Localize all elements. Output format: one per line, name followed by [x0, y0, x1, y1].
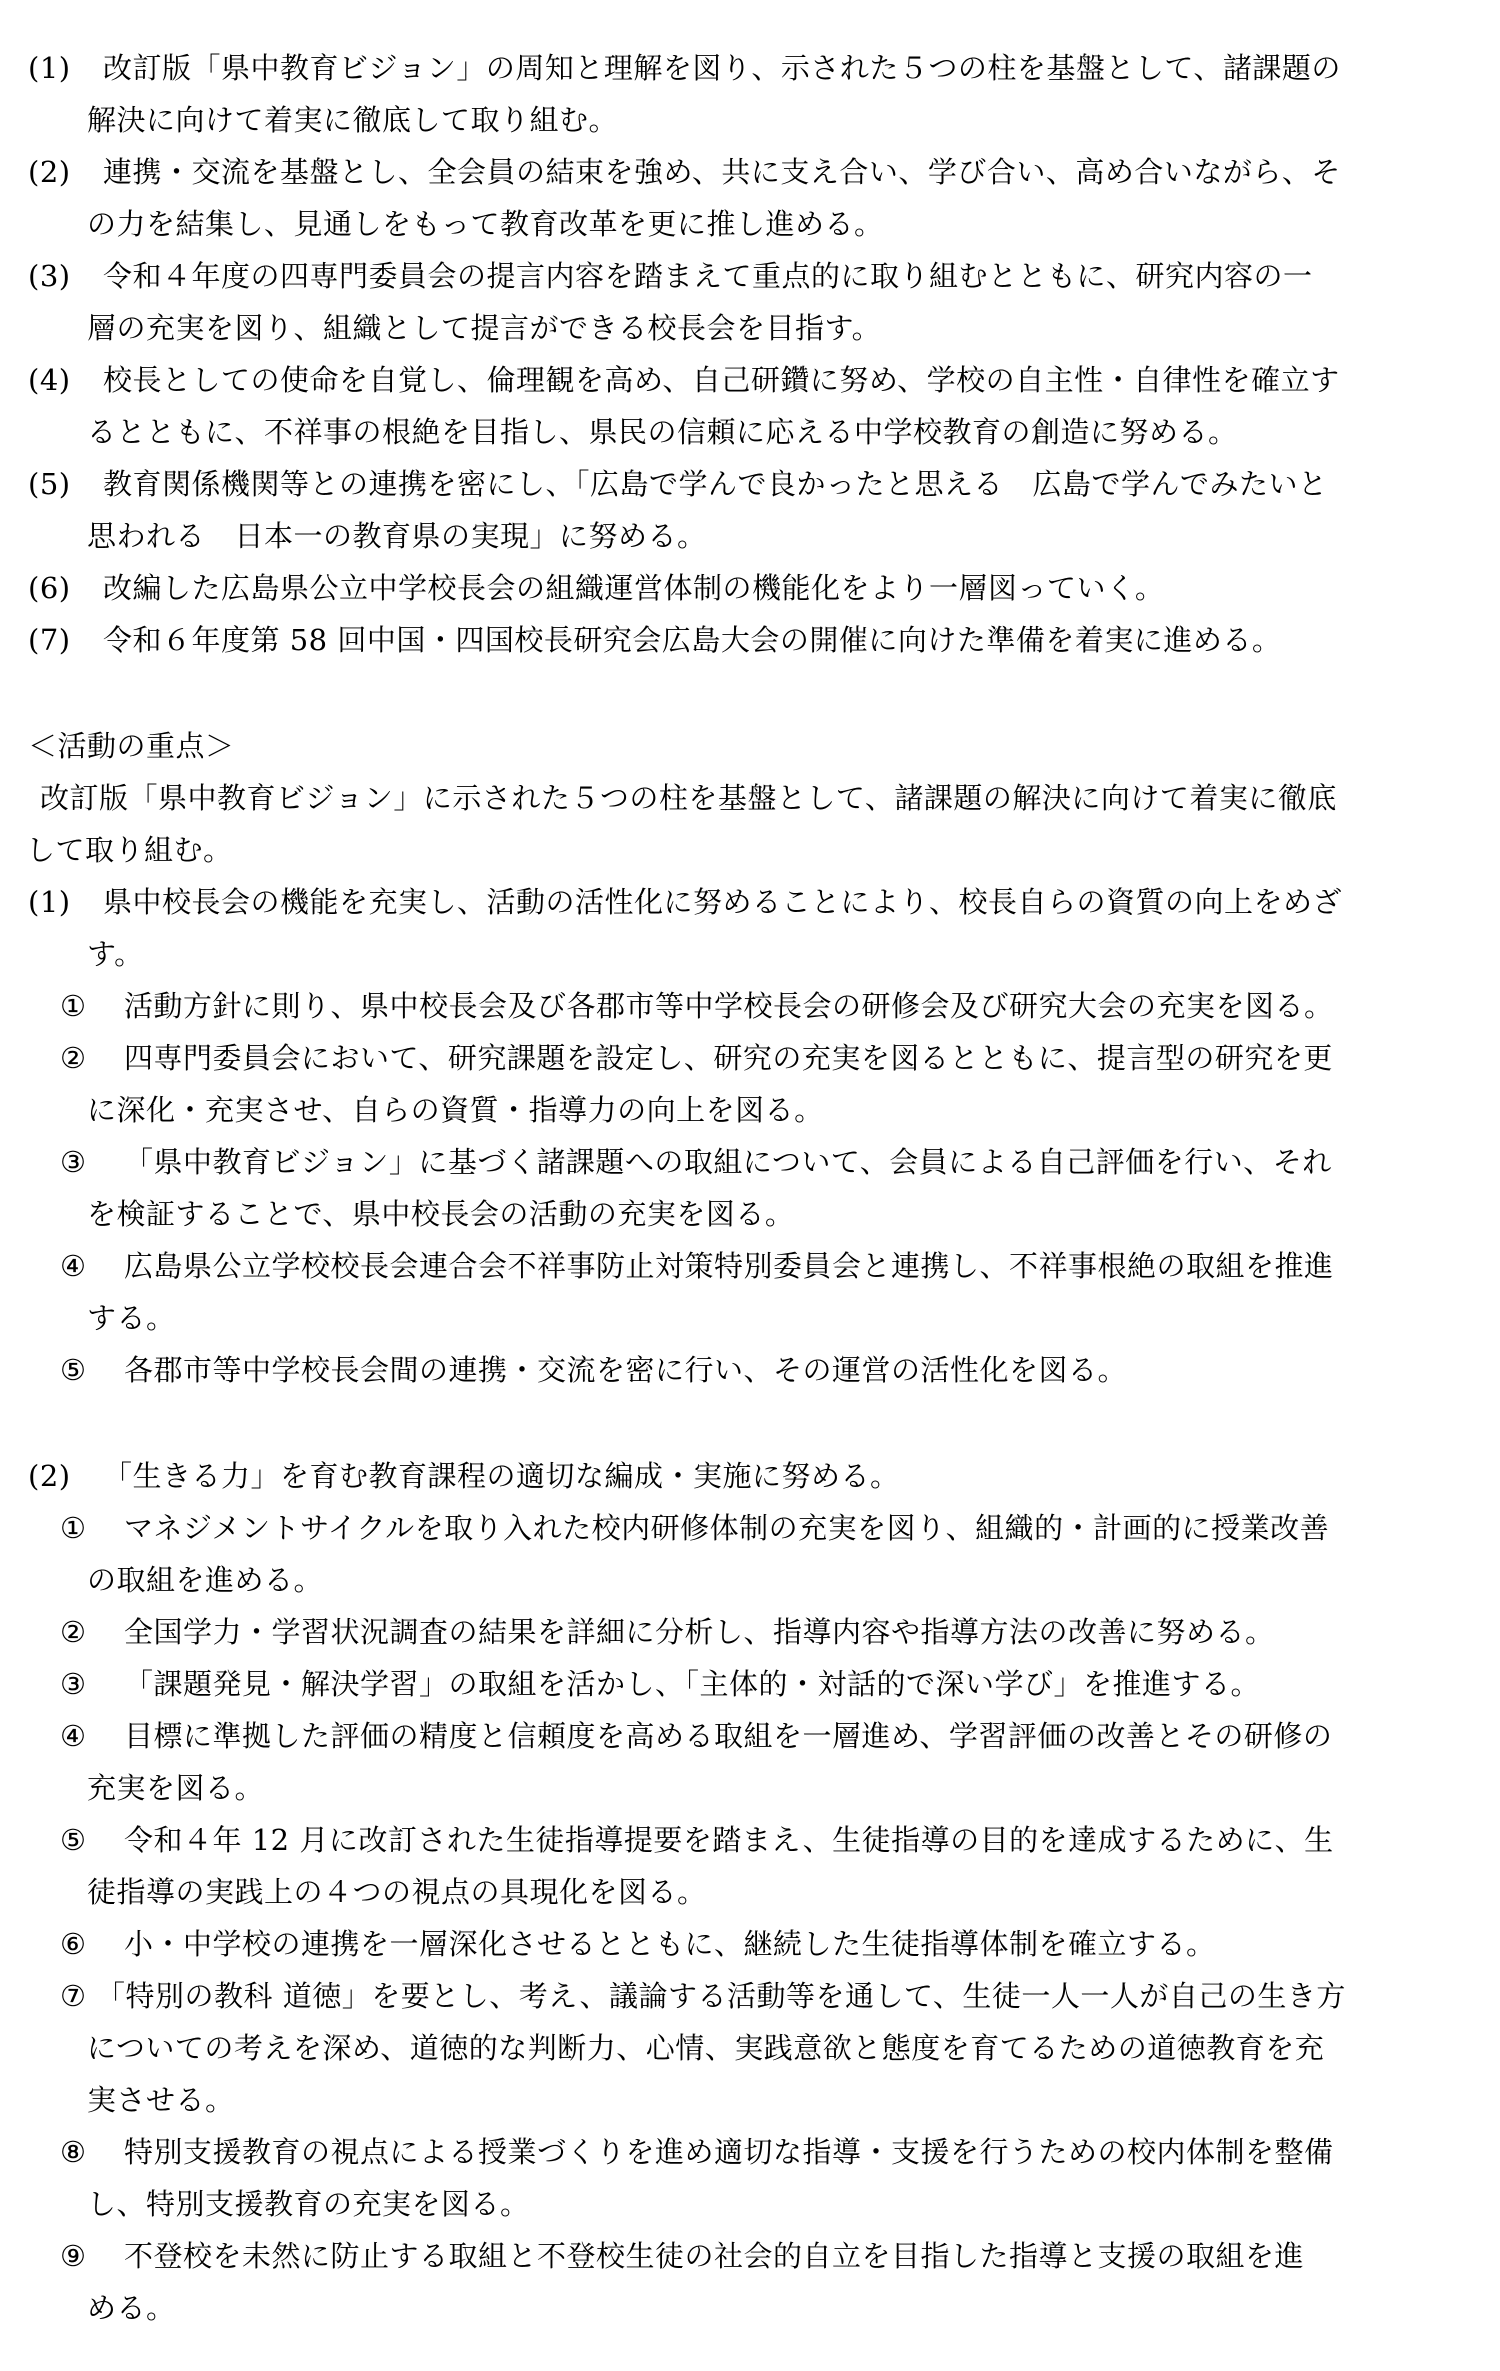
policy-item-6	[28, 562, 1164, 614]
sub-item-mark: ⑥	[60, 1927, 87, 1961]
sub-item-text: 「特別の教科 道徳」を要とし、考え、議論する活動等を通して、生徒一人一人が自己の生き方	[96, 1979, 1346, 2013]
intro-line-1: 改訂版「県中教育ビジョン」に示された５つの柱を基盤として、諸課題の解決に向けて着実に徹底	[40, 781, 1337, 815]
sub-item-cont: の取組を進める。	[87, 1563, 324, 1597]
sub-item-text: 活動方針に則り、県中校長会及び各郡市等中学校長会の研修会及び研究大会の充実を図る。	[124, 989, 1334, 1023]
item-number: (1)	[28, 51, 71, 85]
policy-item-1	[28, 42, 1341, 94]
sub-item	[60, 1814, 1334, 1866]
sub-item	[60, 2230, 1304, 2282]
sub-item	[60, 980, 1334, 1032]
sub-item-text: 特別支援教育の視点による授業づくりを進め適切な指導・支援を行うための校内体制を整備	[124, 2135, 1334, 2169]
sub-item-text: 「課題発見・解決学習」の取組を活かし、「主体的・対話的で深い学び」を推進する。	[124, 1667, 1261, 1701]
sub-item	[60, 1032, 1333, 1084]
sub-item	[60, 1710, 1332, 1762]
sub-item-mark: ⑤	[60, 1353, 87, 1387]
sub-item-mark: ⑧	[60, 2135, 87, 2169]
sub-item-mark: ④	[60, 1719, 87, 1753]
sub-item	[60, 1240, 1334, 1292]
sub-item-cont: に深化・充実させ、自らの資質・指導力の向上を図る。	[87, 1093, 824, 1127]
sub-item-cont: 充実を図る。	[87, 1771, 265, 1805]
policy-item-2	[28, 146, 1341, 198]
item-number: (5)	[28, 467, 71, 501]
sub-item-text: 全国学力・学習状況調査の結果を詳細に分析し、指導内容や指導方法の改善に努める。	[124, 1615, 1275, 1649]
sub-item-mark: ②	[60, 1041, 87, 1075]
sub-item	[60, 1658, 1260, 1710]
sub-item-text: 四専門委員会において、研究課題を設定し、研究の充実を図るとともに、提言型の研究を更	[124, 1041, 1333, 1075]
sub-item-cont: を検証することで、県中校長会の活動の充実を図る。	[87, 1197, 795, 1231]
item-text: 令和６年度第 58 回中国・四国校長研究会広島大会の開催に向けた準備を着実に進める。	[103, 623, 1282, 657]
sub-item-text: 「県中教育ビジョン」に基づく諸課題への取組について、会員による自己評価を行い、それ	[124, 1145, 1332, 1179]
sub-item-text: 各郡市等中学校長会間の連携・交流を密に行い、その運営の活性化を図る。	[124, 1353, 1128, 1387]
sub-item-cont: める。	[87, 2291, 176, 2325]
intro-line-2: して取り組む。	[26, 833, 233, 867]
sub-item	[60, 1344, 1127, 1396]
item-number: (6)	[28, 571, 71, 605]
sub-item-cont: 実させる。	[87, 2083, 235, 2117]
policy-item-3	[28, 250, 1313, 302]
sub-item	[60, 1136, 1332, 1188]
sub-item-mark: ④	[60, 1249, 87, 1283]
sub-item-cont: 徒指導の実践上の４つの視点の具現化を図る。	[87, 1875, 707, 1909]
sub-item-mark: ①	[60, 989, 87, 1023]
sub-item-mark: ②	[60, 1615, 87, 1649]
sub-item-mark: ⑤	[60, 1823, 87, 1857]
policy-item-7	[28, 614, 1281, 666]
sub-item-cont: し、特別支援教育の充実を図る。	[87, 2187, 530, 2221]
item-text: 連携・交流を基盤とし、全会員の結束を強め、共に支え合い、学び合い、高め合いながら、そ	[103, 155, 1341, 189]
item-number: (4)	[28, 363, 71, 397]
sub-item-text: マネジメントサイクルを取り入れた校内研修体制の充実を図り、組織的・計画的に授業改善	[124, 1511, 1330, 1545]
sub-item-mark: ③	[60, 1667, 87, 1701]
sub-item	[60, 1970, 1346, 2022]
item-text: 改訂版「県中教育ビジョン」の周知と理解を図り、示された５つの柱を基盤として、諸課題の	[103, 51, 1341, 85]
sub-item-mark: ①	[60, 1511, 87, 1545]
priority-group-1-cont: す。	[87, 937, 144, 971]
sub-item-mark: ⑦	[60, 1979, 87, 2013]
group-text: 「生きる力」を育む教育課程の適切な編成・実施に努める。	[103, 1459, 900, 1493]
sub-item-cont: についての考えを深め、道徳的な判断力、心情、実践意欲と態度を育てるための道徳教育を充	[87, 2031, 1325, 2065]
sub-item-cont: する。	[87, 1301, 176, 1335]
sub-item-mark: ⑨	[60, 2239, 87, 2273]
sub-item	[60, 1606, 1275, 1658]
priority-group-1	[28, 876, 1342, 928]
item-number: (7)	[28, 623, 71, 657]
group-number: (1)	[28, 885, 71, 919]
sub-item-text: 令和４年 12 月に改訂された生徒指導提要を踏まえ、生徒指導の目的を達成するために、生	[124, 1823, 1334, 1857]
sub-item	[60, 2126, 1334, 2178]
group-number: (2)	[28, 1459, 71, 1493]
sub-item	[60, 1918, 1216, 1970]
item-text: 校長としての使命を自覚し、倫理観を高め、自己研鑽に努め、学校の自主性・自律性を確立す	[103, 363, 1340, 397]
policy-item-2-cont: の力を結集し、見通しをもって教育改革を更に推し進める。	[87, 207, 884, 241]
group-text: 県中校長会の機能を充実し、活動の活性化に努めることにより、校長自らの資質の向上をめざ	[103, 885, 1343, 919]
sub-item	[60, 1502, 1329, 1554]
policy-item-1-cont: 解決に向けて着実に徹底して取り組む。	[87, 103, 619, 137]
section-heading: ＜活動の重点＞	[28, 729, 235, 763]
policy-item-4	[28, 354, 1340, 406]
sub-item-text: 目標に準拠した評価の精度と信頼度を高める取組を一層進め、学習評価の改善とその研修の	[124, 1719, 1333, 1753]
sub-item-text: 広島県公立学校校長会連合会不祥事防止対策特別委員会と連携し、不祥事根絶の取組を推進	[124, 1249, 1334, 1283]
item-text: 教育関係機関等との連携を密にし、「広島で学んで良かったと思える 広島で学んでみたいと	[103, 467, 1328, 501]
policy-item-3-cont: 層の充実を図り、組織として提言ができる校長会を目指す。	[87, 311, 882, 345]
item-number: (2)	[28, 155, 71, 189]
item-text: 改編した広島県公立中学校長会の組織運営体制の機能化をより一層図っていく。	[103, 571, 1165, 605]
priority-group-2	[28, 1450, 900, 1502]
item-number: (3)	[28, 259, 71, 293]
sub-item-text: 不登校を未然に防止する取組と不登校生徒の社会的自立を目指した指導と支援の取組を進	[124, 2239, 1305, 2273]
policy-item-5	[28, 458, 1328, 510]
sub-item-text: 小・中学校の連携を一層深化させるとともに、継続した生徒指導体制を確立する。	[124, 1927, 1216, 1961]
sub-item-mark: ③	[60, 1145, 87, 1179]
item-text: 令和４年度の四専門委員会の提言内容を踏まえて重点的に取り組むとともに、研究内容の一	[103, 259, 1313, 293]
policy-item-4-cont: るとともに、不祥事の根絶を目指し、県民の信頼に応える中学校教育の創造に努める。	[87, 415, 1238, 449]
policy-item-5-cont: 思われる 日本一の教育県の実現」に努める。	[87, 519, 707, 553]
